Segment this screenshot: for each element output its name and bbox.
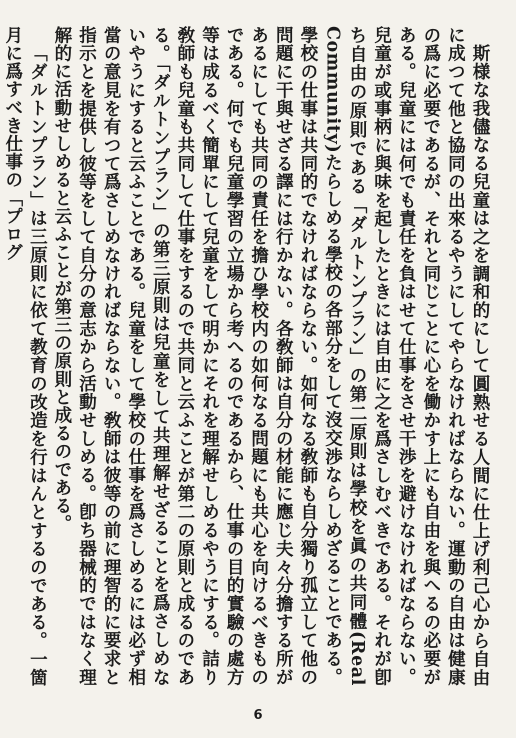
vertical-text-body	[2, 26, 492, 686]
paragraph-principles: 斯様な我儘なる兒童は之を調和的にして圓熟せる人間に仕上げ利己心から自由に成つて他と協同の出來るやうにしてやらなければならない。運動の自由は健康の爲に必要であるが、それと同じことに心を働かす上にも自由を與へるの必要がある。兒童には何でも責任を負はせて仕事をさせ干渉を避けなければならない。兒童が或事柄に與味を起したときには自由に之を爲さしむべきである。それが卽ち自由の原則である「ダルトンプラン」の第二原則は學校を眞の共同體(Real Community)たらしめる學校の各部分をして沒交渉ならしめざることである。學校の仕事は共同的でなければならない。如何なる敎師も自分獨り孤立して他の問題に干與せざる譯には行かない。各敎師は自分の材能に應じ夫々分擔する所があるにしても共同の責任を擔ひ學校内の如何なる問題にも共心を向けるべきものである。何でも兒童學習の立場から考へるのであるから、仕事の目的實驗の處方等は成るべく簡單にして兒童をして明かにそれを理解せしめるやうにする。詰り敎師も兒童も共同して仕事をするので共同と云ふことが第二の原則と成るのである。「ダルトンプラン」の第三原則は兒童をして共理解せざることを爲さしめないやうにすると云ふことである。兒童をして學校の仕事を爲さしめるには必ず相當の意見を有つて爲さしめなければならない。敎師は彼等の前に理智的に要求と指示とを提供し彼等をして自分の意志から活動せしめる。卽ち器械的ではなく理解的に活動せしめると云ふことが第三の原則と成るのである。	[51, 26, 490, 686]
page-number: 6	[253, 708, 263, 723]
paragraph-dalton-plan-summary: 「ダルトンプラン」は三原則に依て教育の改造を行はんとするのである。一箇月に爲すべき仕事の「プログ	[2, 26, 48, 686]
